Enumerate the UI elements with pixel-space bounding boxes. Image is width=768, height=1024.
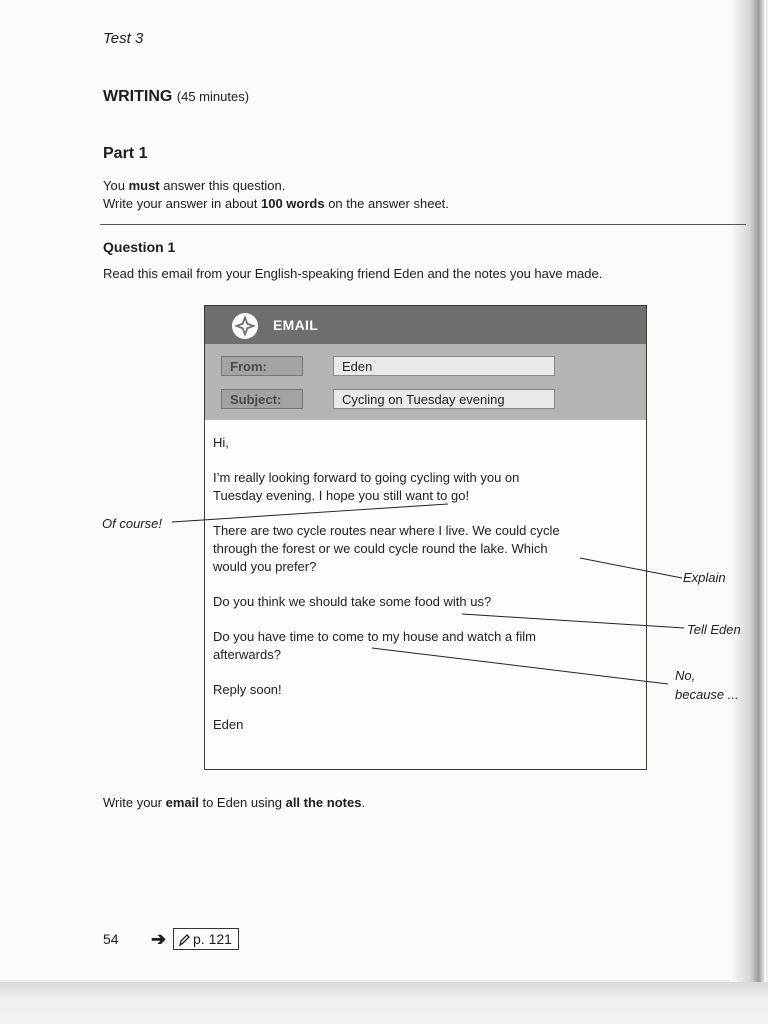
email-greeting: Hi,	[213, 435, 229, 450]
question-heading: Question 1	[103, 239, 176, 255]
note-tell-eden: Tell Eden	[687, 622, 741, 637]
instruction-text: on the answer sheet.	[324, 196, 449, 211]
instruction-text: answer this question.	[159, 178, 286, 193]
question-text: Read this email from your English-speaking friend Eden and the notes you have made.	[103, 266, 603, 281]
task-text: Write your	[103, 795, 166, 810]
page-reference	[173, 928, 239, 950]
task-text: to Eden using	[198, 795, 286, 810]
instruction-emphasis: must	[128, 178, 160, 193]
subject-field: Cycling on Tuesday evening	[333, 389, 555, 409]
note-because: because ...	[675, 687, 739, 702]
task-text: .	[361, 795, 366, 810]
email-closing: Reply soon!	[213, 682, 282, 697]
note-no: No,	[675, 668, 696, 683]
email-line: through the forest or we could cycle round the lake. Which	[213, 541, 548, 556]
task-instruction	[103, 795, 365, 810]
from-field: Eden	[333, 356, 555, 376]
page-number: 54	[103, 931, 119, 947]
email-signature: Eden	[213, 717, 244, 732]
instruction-text: Write your answer in about	[103, 196, 261, 211]
email-line: afterwards?	[213, 647, 281, 662]
pencil-icon	[178, 933, 190, 947]
email-paragraph-3: Do you think we should take some food with us?	[213, 594, 492, 609]
note-explain: Explain	[683, 570, 726, 585]
part-heading: Part 1	[103, 145, 148, 162]
task-emphasis: all the notes	[285, 795, 362, 810]
email-line: I’m really looking forward to going cycling with you on	[213, 470, 520, 485]
subject-label: Subject:	[221, 389, 303, 409]
email-line: Do you have time to come to my house and watch a film	[213, 629, 536, 644]
test-label: Test 3	[103, 30, 144, 47]
page-reference-text: p. 121	[193, 931, 232, 947]
instruction-emphasis: 100 words	[261, 196, 325, 211]
email-line: would you prefer?	[213, 559, 317, 574]
section-title-text: WRITING	[103, 88, 173, 105]
instruction-text: You	[103, 178, 129, 193]
email-title: EMAIL	[273, 317, 319, 333]
section-duration: (45 minutes)	[176, 89, 250, 104]
email-line: Tuesday evening. I hope you still want to go!	[213, 488, 470, 503]
task-emphasis: email	[165, 795, 199, 810]
email-line: There are two cycle routes near where I live. We could cycle	[213, 523, 560, 538]
from-label: From:	[221, 356, 303, 376]
note-of-course: Of course!	[102, 516, 162, 531]
arrow-right-icon: ➔	[151, 929, 167, 949]
